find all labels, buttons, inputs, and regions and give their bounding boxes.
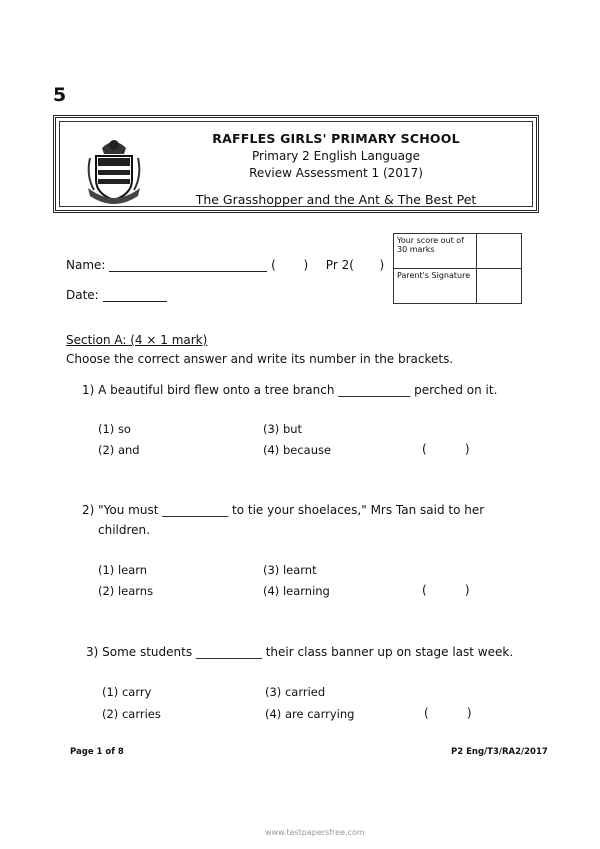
class-label: Pr 2( (325, 258, 354, 272)
date-field[interactable] (103, 287, 167, 302)
question-3-option-2: (2) carries (102, 707, 161, 721)
question-2-option-3: (3) learnt (263, 563, 317, 577)
school-name: RAFFLES GIRLS' PRIMARY SCHOOL (212, 131, 460, 146)
class-paren-close: ) (379, 258, 385, 272)
question-3-text: 3) Some students ___________ their class banner up on stage last week. (86, 645, 514, 659)
class-field[interactable] (358, 258, 376, 272)
score-label: Your score out of 30 marks (394, 234, 477, 269)
question-2-text: 2) "You must ___________ to tie your shoelaces," Mrs Tan said to her (82, 503, 485, 517)
watermark: www.testpapersfree.com (265, 828, 365, 837)
score-table (393, 233, 522, 304)
parent-signature-label: Parent's Signature (394, 269, 477, 304)
date-row (66, 287, 167, 302)
section-instruction: Choose the correct answer and write its number in the brackets. (66, 352, 454, 366)
page-number: 5 (53, 84, 67, 106)
question-3-option-1: (1) carry (102, 685, 152, 699)
question-1-option-3: (3) but (263, 422, 303, 436)
date-label: Date: (66, 288, 99, 302)
footer-page-count: Page 1 of 8 (70, 747, 124, 757)
question-1-option-2: (2) and (98, 443, 140, 457)
header-box (53, 115, 539, 213)
question-2-option-2: (2) learns (98, 584, 154, 598)
topic-title: The Grasshopper and the Ant & The Best Pet (195, 192, 477, 207)
question-3-option-4: (4) are carrying (265, 707, 355, 721)
index-paren-close: ) (303, 258, 309, 272)
index-paren-open: ( (271, 258, 276, 272)
question-2-option-1: (1) learn (98, 563, 148, 577)
footer-paper-code: P2 Eng/T3/RA2/2017 (451, 747, 548, 757)
parent-signature-box[interactable] (477, 269, 522, 304)
name-field[interactable] (109, 257, 267, 272)
name-row (66, 257, 384, 272)
subject-title: Primary 2 English Language (252, 149, 420, 163)
index-field[interactable] (280, 258, 300, 272)
question-3-answer-bracket[interactable]: ( ) (424, 706, 472, 720)
question-3-option-3: (3) carried (265, 685, 326, 699)
question-1-option-1: (1) so (98, 422, 131, 436)
question-2-text-cont: children. (98, 523, 150, 537)
assessment-title: Review Assessment 1 (2017) (249, 166, 423, 180)
question-1-text: 1) A beautiful bird flew onto a tree branch ____________ perched on it. (82, 383, 498, 397)
question-1-option-4: (4) because (263, 443, 332, 457)
name-label: Name: (66, 258, 106, 272)
section-title: Section A: (4 × 1 mark) (66, 333, 208, 347)
question-2-answer-bracket[interactable]: ( ) (422, 583, 470, 597)
score-box[interactable] (477, 234, 522, 269)
question-2-option-4: (4) learning (263, 584, 330, 598)
question-1-answer-bracket[interactable]: ( ) (422, 442, 470, 456)
